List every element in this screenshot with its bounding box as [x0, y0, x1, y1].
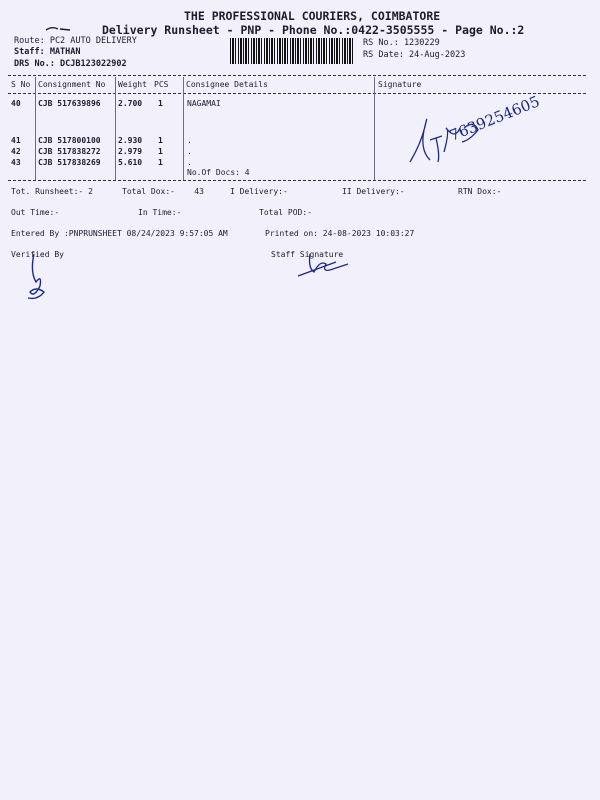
divider	[8, 93, 586, 94]
col-pcs: PCS	[154, 80, 169, 89]
staff-label: Staff: MATHAN	[14, 47, 81, 57]
out-time: Out Time:-	[11, 208, 60, 217]
row-consignee: .	[187, 136, 192, 145]
printed-on: Printed on: 24-08-2023 10:03:27	[265, 229, 415, 238]
staff-signature	[296, 250, 356, 280]
row-consignment: CJB 517838272	[38, 147, 101, 156]
rs-number: RS No.: 1230229	[363, 38, 440, 48]
col-signature: Signature	[378, 80, 422, 89]
row-sno: 42	[11, 147, 21, 156]
total-dox: Total Dox:- 43	[122, 187, 204, 196]
divider	[8, 75, 586, 76]
col-sno: S No	[11, 80, 31, 89]
col-separator	[35, 77, 36, 180]
barcode	[230, 38, 354, 64]
verified-by-label: Verified By	[11, 250, 64, 259]
row-weight: 2.979	[118, 147, 143, 156]
row-consignment: CJB 517838269	[38, 158, 101, 167]
row-weight: 5.610	[118, 158, 143, 167]
col-separator	[183, 77, 184, 180]
logo-mark	[44, 24, 74, 34]
row-consignee: .	[187, 147, 192, 156]
col-weight: Weight	[118, 80, 147, 89]
runsheet-title: Delivery Runsheet - PNP - Phone No.:0422-3505555 - Page No.:2	[102, 23, 525, 37]
total-pod: Total POD:-	[259, 208, 312, 217]
row-consignee: .	[187, 158, 192, 167]
row-pcs: 1	[158, 158, 163, 167]
staff-signature-label: Staff Signature	[271, 250, 344, 259]
col-separator	[115, 77, 116, 180]
rtn-dox: RTN Dox:-	[458, 187, 502, 196]
col-consignee: Consignee Details	[186, 80, 268, 89]
handwritten-phone: 7639254605	[447, 92, 543, 145]
ii-delivery: II Delivery:-	[342, 187, 405, 196]
in-time: In Time:-	[138, 208, 182, 217]
row-consignment: CJB 517639896	[38, 99, 101, 108]
entered-by: Entered By :PNPRUNSHEET 08/24/2023 9:57:05 AM	[11, 229, 228, 238]
company-title: THE PROFESSIONAL COURIERS, COIMBATORE	[184, 9, 441, 23]
i-delivery: I Delivery:-	[230, 187, 288, 196]
row-pcs: 1	[158, 136, 163, 145]
row-sno: 43	[11, 158, 21, 167]
rs-date: RS Date: 24-Aug-2023	[363, 50, 466, 60]
row-consignee: NAGAMAI	[187, 99, 221, 108]
tot-runsheet: Tot. Runsheet:- 2	[11, 187, 93, 196]
verifier-signature	[22, 252, 62, 302]
row-weight: 2.930	[118, 136, 143, 145]
col-separator	[374, 77, 375, 180]
row-sno: 40	[11, 99, 21, 108]
row-sno: 41	[11, 136, 21, 145]
divider	[8, 180, 586, 181]
drs-number: DRS No.: DCJB123022902	[14, 59, 127, 69]
row-pcs: 1	[158, 147, 163, 156]
no-of-docs: No.Of Docs: 4	[187, 168, 250, 177]
route-label: Route: PC2 AUTO DELIVERY	[14, 36, 137, 46]
row-weight: 2.700	[118, 99, 143, 108]
row-pcs: 1	[158, 99, 163, 108]
col-consignment: Consignment No	[38, 80, 106, 89]
row-consignment: CJB 517800100	[38, 136, 101, 145]
